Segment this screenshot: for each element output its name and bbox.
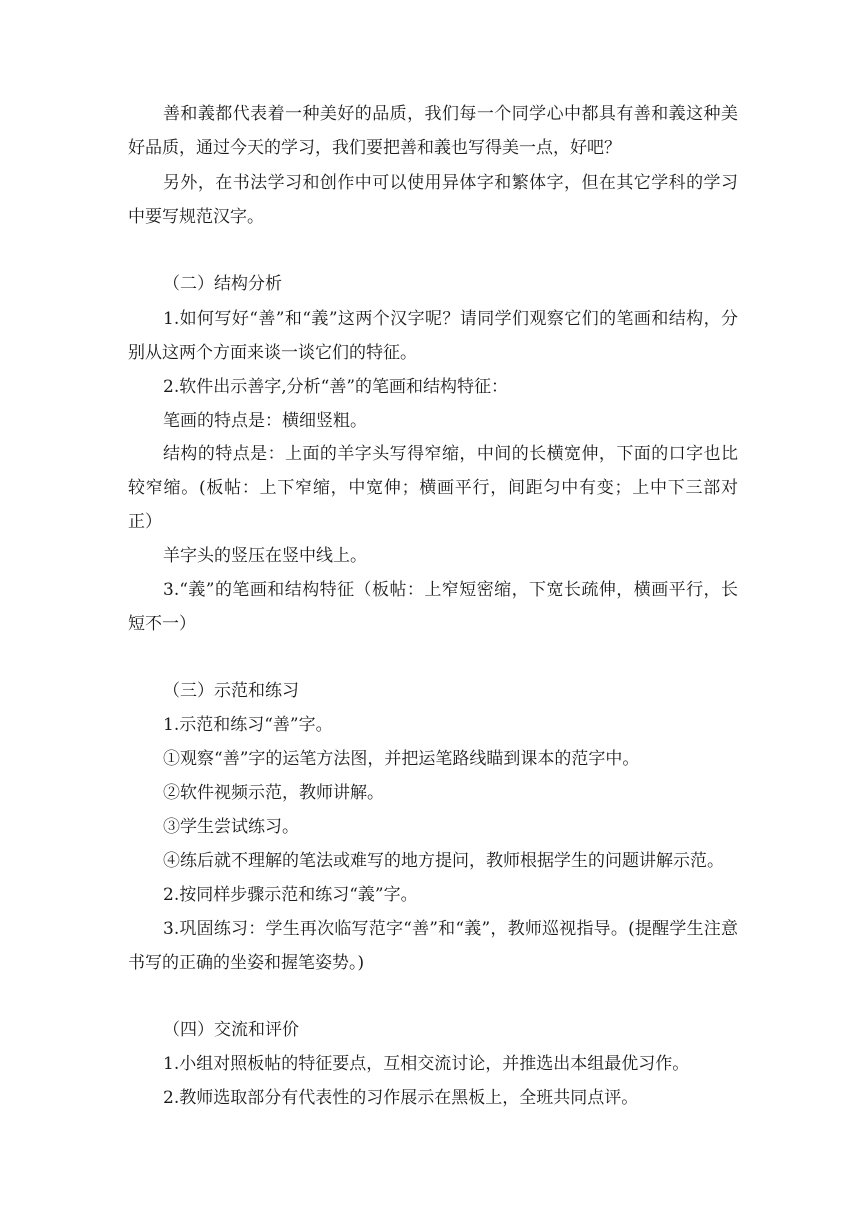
demo-step-4: ④练后就不理解的笔法或难写的地方提问，教师根据学生的问题讲解示范。 bbox=[163, 851, 724, 871]
structure-item-3: 3.“義”的笔画和结构特征（板帖：上窄短密缩，下宽长疏伸，横画平行，长短不一） bbox=[128, 580, 738, 634]
structure-item-1: 1.如何写好“善”和“義”这两个汉字呢？请同学们观察它们的笔画和结构，分别从这两个方面来谈一谈它们的特征。 bbox=[128, 309, 738, 363]
demo-item-3: 3.巩固练习：学生再次临写范字“善”和“義”，教师巡视指导。(提醒学生注意书写的正确的坐姿和握笔姿势。) bbox=[128, 919, 738, 973]
demo-item-2: 2.按同样步骤示范和练习“義”字。 bbox=[163, 885, 418, 905]
vertical-stroke-note: 羊字头的竖压在竖中线上。 bbox=[163, 546, 367, 566]
section-heading-demo: （三）示范和练习 bbox=[163, 681, 299, 701]
demo-step-3: ③学生尝试练习。 bbox=[163, 817, 299, 837]
structure-feature: 结构的特点是：上面的羊字头写得窄缩，中间的长横宽伸，下面的口字也比较窄缩。(板帖：上下窄缩，中宽伸；横画平行，间距匀中有变；上中下三部对正） bbox=[128, 444, 738, 532]
demo-item-1: 1.示范和练习“善”字。 bbox=[163, 715, 333, 735]
note-paragraph: 另外，在书法学习和创作中可以使用异体字和繁体字，但在其它学科的学习中要写规范汉字。 bbox=[128, 173, 738, 227]
section-heading-structure: （二）结构分析 bbox=[163, 274, 282, 294]
intro-paragraph: 善和義都代表着一种美好的品质，我们每一个同学心中都具有善和義这种美好品质，通过今天的学习，我们要把善和義也写得美一点，好吧？ bbox=[128, 104, 738, 158]
evaluation-item-1: 1.小组对照板帖的特征要点，互相交流讨论，并推选出本组最优习作。 bbox=[163, 1054, 690, 1074]
evaluation-item-2: 2.教师选取部分有代表性的习作展示在黑板上，全班共同点评。 bbox=[163, 1088, 639, 1108]
demo-step-2: ②软件视频示范，教师讲解。 bbox=[163, 783, 384, 803]
structure-item-2: 2.软件出示善字,分析“善”的笔画和结构特征： bbox=[163, 377, 509, 397]
section-heading-evaluation: （四）交流和评价 bbox=[163, 1020, 299, 1040]
demo-step-1: ①观察“善”字的运笔方法图，并把运笔路线瞄到课本的范字中。 bbox=[163, 749, 640, 769]
stroke-feature: 笔画的特点是：横细竖粗。 bbox=[163, 411, 367, 431]
